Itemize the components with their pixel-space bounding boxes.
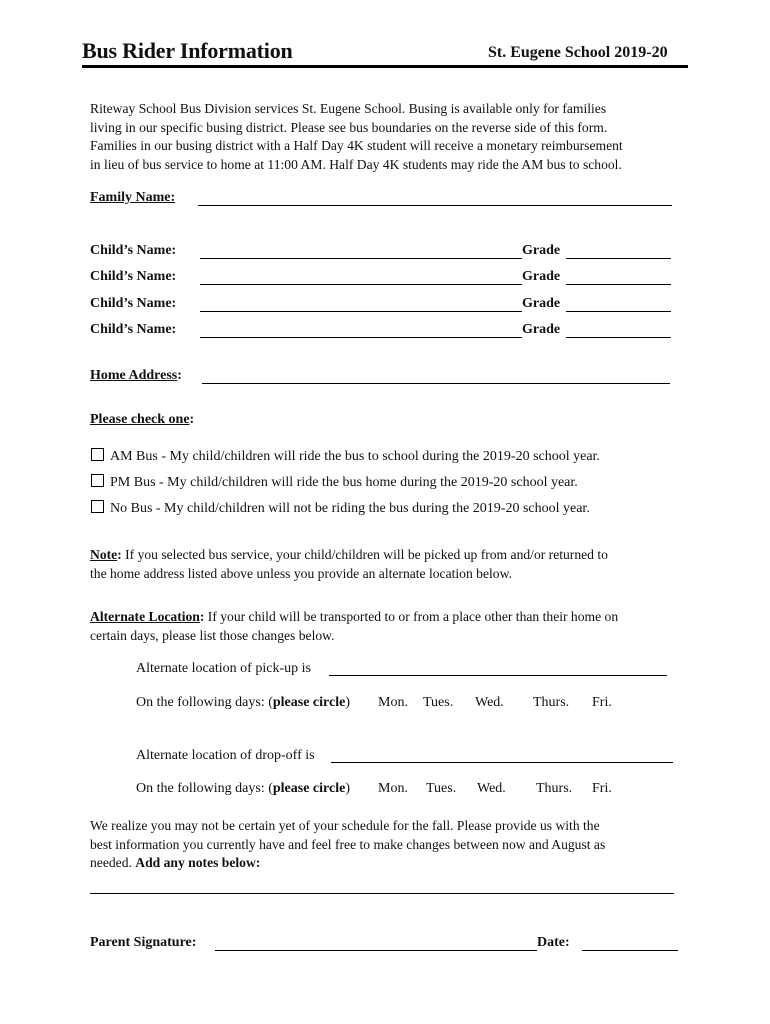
note-paragraph	[90, 546, 690, 583]
home-address-text: Home Address	[90, 368, 178, 383]
pickup-days-row	[136, 695, 636, 715]
notes-field[interactable]	[90, 893, 674, 894]
school-year-label: St. Eugene School 2019-20	[488, 44, 668, 61]
grade-field[interactable]	[566, 258, 671, 259]
grade-label: Grade	[522, 296, 561, 311]
child-name-label: Child’s Name:	[90, 269, 177, 284]
child-name-field[interactable]	[200, 337, 522, 338]
am-bus-option[interactable]	[91, 448, 600, 465]
child-name-label: Child’s Name:	[90, 243, 177, 258]
dropoff-day-wed[interactable]: Wed.	[477, 781, 506, 796]
note-text: the home address listed above unless you provide an alternate location below.	[90, 565, 512, 581]
closing-line: needed.	[90, 855, 136, 870]
pm-bus-label: PM Bus - My child/children will ride the bus home during the 2019-20 school year.	[110, 475, 578, 490]
intro-line: Riteway School Bus Division services St. Eugene School. Busing is available only for families	[90, 101, 607, 116]
pickup-field[interactable]	[329, 675, 667, 676]
date-label: Date:	[537, 935, 570, 950]
intro-line: living in our specific busing district. Please see bus boundaries on the reverse side of this form.	[90, 119, 608, 135]
family-name-label: Family Name:	[90, 190, 176, 205]
dropoff-day-mon[interactable]: Mon.	[378, 781, 408, 796]
alternate-text: certain days, please list those changes below.	[90, 627, 335, 643]
checkbox-icon[interactable]	[91, 448, 104, 461]
grade-field[interactable]	[566, 284, 671, 285]
grade-field[interactable]	[566, 337, 671, 338]
alternate-location-paragraph	[90, 608, 690, 645]
alternate-text: If your child will be transported to or from a place other than their home on	[204, 609, 619, 624]
closing-line: We realize you may not be certain yet of your schedule for the fall. Please provide us with the	[90, 818, 600, 833]
pickup-day-mon[interactable]: Mon.	[378, 695, 408, 710]
grade-label: Grade	[522, 243, 561, 258]
check-heading-text: Please check one	[90, 412, 190, 427]
grade-label: Grade	[522, 322, 561, 337]
check-heading	[90, 412, 194, 428]
days-prefix	[136, 781, 350, 797]
intro-line: Families in our busing district with a Half Day 4K student will receive a monetary reimbursement	[90, 138, 623, 153]
child-name-field[interactable]	[200, 311, 522, 312]
dropoff-label: Alternate location of drop-off is	[136, 748, 315, 763]
child-name-label: Child’s Name:	[90, 322, 177, 337]
child-name-field[interactable]	[200, 258, 522, 259]
intro-line: in lieu of bus service to home at 11:00 AM. Half Day 4K students may ride the AM bus to school.	[90, 156, 622, 172]
date-field[interactable]	[582, 950, 678, 951]
grade-label: Grade	[522, 269, 561, 284]
dropoff-days-row	[136, 781, 636, 801]
parent-signature-field[interactable]	[215, 950, 537, 951]
dropoff-day-thurs[interactable]: Thurs.	[536, 781, 573, 796]
no-bus-label: No Bus - My child/children will not be riding the bus during the 2019-20 school year.	[110, 501, 590, 516]
colon: :	[117, 547, 122, 562]
pickup-day-tues[interactable]: Tues.	[423, 695, 454, 710]
dropoff-field[interactable]	[331, 762, 673, 763]
pickup-day-thurs[interactable]: Thurs.	[533, 695, 570, 710]
please-circle-text: please circle	[272, 781, 346, 796]
pickup-day-fri[interactable]: Fri.	[592, 695, 612, 710]
family-name-field[interactable]	[198, 205, 672, 206]
closing-line: best information you currently have and feel free to make changes between now and August as	[90, 836, 606, 852]
home-address-label	[90, 368, 182, 384]
closing-paragraph	[90, 817, 700, 873]
home-address-field[interactable]	[202, 383, 670, 384]
colon: :	[189, 412, 195, 427]
checkbox-icon[interactable]	[91, 474, 104, 487]
child-name-field[interactable]	[200, 284, 522, 285]
days-suffix-text: )	[345, 695, 350, 710]
days-suffix-text: )	[345, 781, 350, 796]
checkbox-icon[interactable]	[91, 500, 104, 513]
note-text: If you selected bus service, your child/children will be picked up from and/or returned to	[121, 547, 608, 562]
note-label: Note	[90, 547, 118, 562]
no-bus-option[interactable]	[91, 500, 590, 517]
days-prefix-text: On the following days: (	[136, 781, 273, 796]
am-bus-label: AM Bus - My child/children will ride the bus to school during the 2019-20 school year.	[110, 449, 600, 464]
dropoff-day-tues[interactable]: Tues.	[426, 781, 457, 796]
pm-bus-option[interactable]	[91, 474, 578, 491]
days-prefix-text: On the following days: (	[136, 695, 273, 710]
days-prefix	[136, 695, 350, 711]
add-notes-label: Add any notes below:	[135, 855, 261, 870]
pickup-label: Alternate location of pick-up is	[136, 661, 311, 676]
child-name-label: Child’s Name:	[90, 296, 177, 311]
parent-signature-label: Parent Signature:	[90, 935, 197, 950]
header-rule	[82, 65, 688, 68]
please-circle-text: please circle	[272, 695, 346, 710]
pickup-day-wed[interactable]: Wed.	[475, 695, 504, 710]
dropoff-day-fri[interactable]: Fri.	[592, 781, 612, 796]
intro-paragraph	[90, 100, 700, 174]
page-title: Bus Rider Information	[82, 38, 293, 63]
grade-field[interactable]	[566, 311, 671, 312]
colon: :	[199, 609, 205, 624]
alternate-location-label: Alternate Location	[90, 609, 200, 624]
colon: :	[177, 368, 182, 383]
